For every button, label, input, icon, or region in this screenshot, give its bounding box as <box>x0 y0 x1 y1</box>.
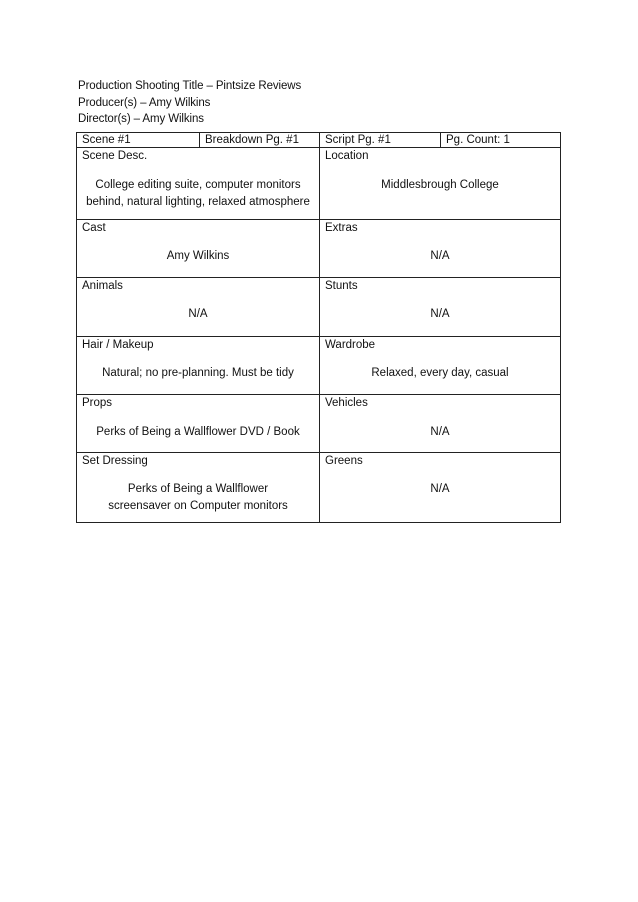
props-label: Props <box>82 397 113 409</box>
stunts-cell <box>320 278 560 337</box>
page-count-cell: Pg. Count: 1 <box>446 134 510 146</box>
directors-line: Director(s) – Amy Wilkins <box>78 113 204 125</box>
location-cell <box>320 148 560 220</box>
animals-cell <box>77 278 320 337</box>
breakdown-sheet-table <box>76 132 561 523</box>
scene-desc-value: College editing suite, computer monitors behind, natural lighting, relaxed atmosphere <box>86 179 310 208</box>
greens-cell <box>320 453 560 522</box>
vehicles-cell <box>320 395 560 453</box>
wardrobe-label: Wardrobe <box>325 339 376 351</box>
animals-value: N/A <box>188 308 208 320</box>
production-title: Production Shooting Title – Pintsize Reviews <box>78 80 302 92</box>
scene-desc-label: Scene Desc. <box>82 150 148 162</box>
scene-desc-cell <box>77 148 320 220</box>
vehicles-value: N/A <box>430 426 450 438</box>
location-label: Location <box>325 150 369 162</box>
stunts-value: N/A <box>430 308 450 320</box>
location-value: Middlesbrough College <box>381 179 499 191</box>
props-cell <box>77 395 320 453</box>
wardrobe-cell <box>320 337 560 395</box>
props-value: Perks of Being a Wallflower DVD / Book <box>96 426 300 438</box>
sheet-header <box>78 78 301 128</box>
hair-makeup-cell <box>77 337 320 395</box>
scene-number-cell: Scene #1 <box>77 133 200 147</box>
vehicles-label: Vehicles <box>325 397 368 409</box>
cast-value: Amy Wilkins <box>166 250 230 262</box>
extras-value: N/A <box>430 250 450 262</box>
hair-makeup-label: Hair / Makeup <box>82 339 154 351</box>
sheet-top-row <box>77 133 560 148</box>
producers-line: Producer(s) – Amy Wilkins <box>78 96 211 109</box>
extras-label: Extras <box>325 222 358 234</box>
hair-makeup-value: Natural; no pre-planning. Must be tidy <box>102 367 294 379</box>
stunts-label: Stunts <box>325 280 358 292</box>
cast-label: Cast <box>82 222 106 234</box>
set-dressing-cell <box>77 453 320 522</box>
greens-value: N/A <box>430 483 450 495</box>
animals-label: Animals <box>82 280 123 292</box>
extras-cell <box>320 220 560 278</box>
set-dressing-value: Perks of Being a Wallflower screensaver on Computer monitors <box>108 483 288 512</box>
cast-cell <box>77 220 320 278</box>
set-dressing-label: Set Dressing <box>82 455 148 467</box>
greens-label: Greens <box>325 455 363 467</box>
wardrobe-value: Relaxed, every day, casual <box>371 367 509 379</box>
breakdown-page-cell: Breakdown Pg. #1 <box>200 133 320 147</box>
script-page-cell: Script Pg. #1 <box>320 133 441 147</box>
